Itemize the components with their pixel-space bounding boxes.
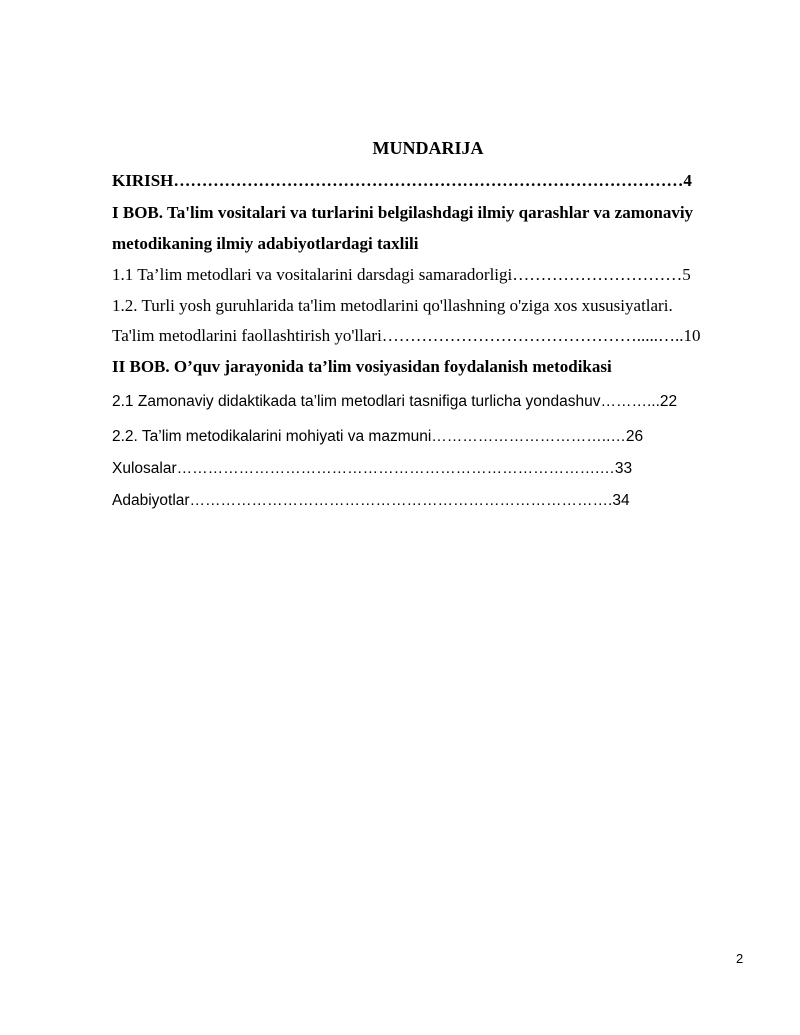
toc-entry-1-2-line-1: 1.2. Turli yosh guruhlarida ta'lim metodlarini qo'llashning o'ziga xos xususiyatlari. <box>112 296 673 315</box>
toc-entry-1-1: 1.1 Ta’lim metodlari va vositalarini darsdagi samaradorligi…………………………5 <box>112 265 691 284</box>
page-number: 2 <box>736 951 744 966</box>
toc-chapter-2-heading: II BOB. O’quv jarayonida ta’lim vosiyasidan foydalanish metodikasi <box>112 357 612 376</box>
toc-entry-kirish: KIRISH………………………………………………………………………………4 <box>112 171 692 190</box>
toc-title: MUNDARIJA <box>372 138 484 158</box>
toc-chapter-1-heading-line-1: I BOB. Ta'lim vositalari va turlarini belgilashdagi ilmiy qarashlar va zamonaviy <box>112 203 694 222</box>
toc-entry-2-1: 2.1 Zamonaviy didaktikada ta’lim metodlari tasnifiga turlicha yondashuv………...22 <box>112 393 678 410</box>
toc-entry-xulosalar: Xulosalar……………………………………………………………………….…33 <box>112 460 633 477</box>
toc-chapter-1-heading-line-2: metodikaning ilmiy adabiyotlardagi taxlili <box>112 234 419 253</box>
toc-entry-2-2: 2.2. Ta’lim metodikalarini mohiyati va mazmuni……………………………..…26 <box>112 428 644 445</box>
toc-entry-adabiyotlar: Adabiyotlar……………………………………………………………………….34 <box>112 492 630 509</box>
toc-entry-1-2-line-2: Ta'lim metodlarini faollashtirish yo'llari……………………………………….....…..10 <box>112 326 701 345</box>
